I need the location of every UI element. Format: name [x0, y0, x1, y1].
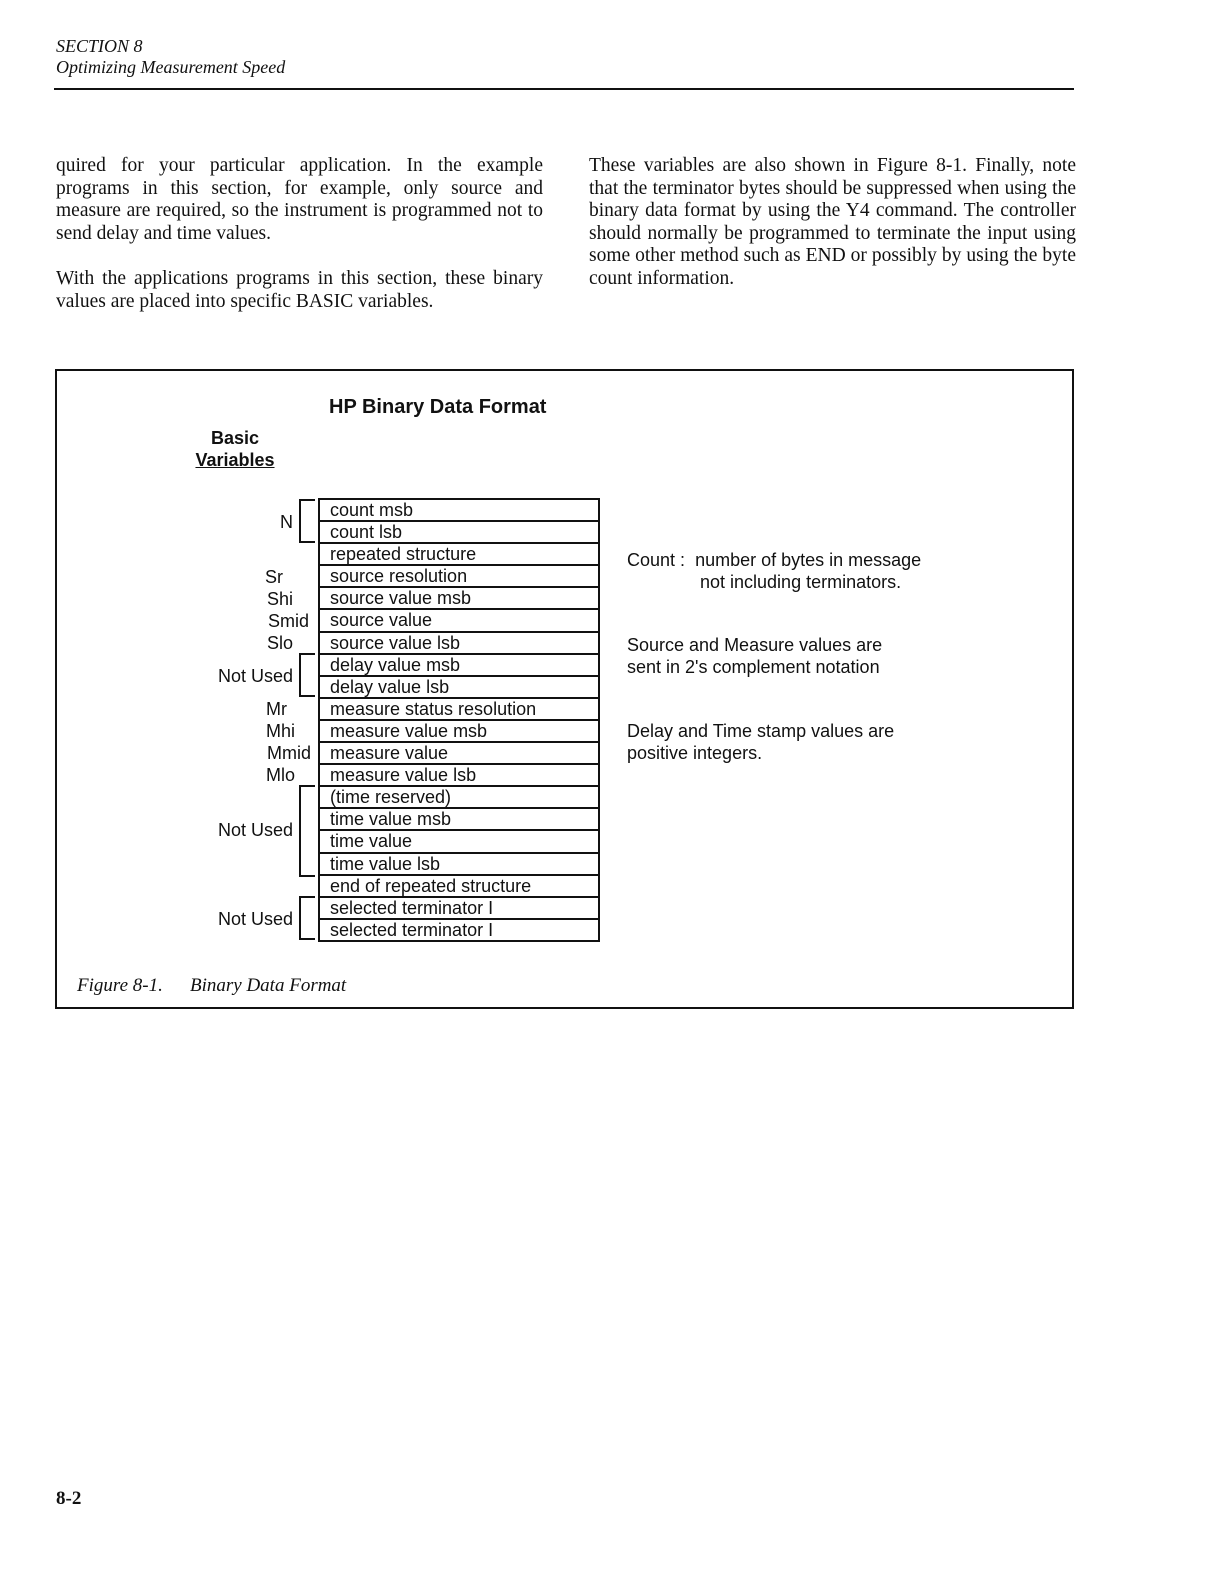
left-column [56, 155, 543, 337]
label-not-used-time: Not Used [217, 820, 293, 840]
note-count-line1 [627, 549, 921, 571]
table-row: source resolution [320, 566, 598, 588]
label-mr: Mr [266, 699, 287, 719]
table-row: time value lsb [320, 854, 598, 876]
note-count-text: number of bytes in message [695, 550, 922, 570]
page-number: 8-2 [56, 1488, 82, 1509]
note-sm-line2: sent in 2's complement notation [627, 657, 880, 677]
variables-heading [191, 427, 279, 471]
table-row: delay value msb [320, 655, 598, 677]
figure-title: HP Binary Data Format [329, 396, 547, 418]
table-row: measure value lsb [320, 765, 598, 787]
paragraph: quired for your particular application. In the example programs in this section, for example, only source and measure are required, so the instrument is programmed not to send delay and time values. [56, 155, 543, 244]
table-row: measure value msb [320, 721, 598, 743]
caption-title: Binary Data Format [190, 975, 347, 996]
note-dt-line2: positive integers. [627, 743, 763, 763]
label-sr: Sr [265, 567, 283, 587]
label-smid: Smid [267, 611, 309, 631]
paragraph: With the applications programs in this section, these binary values are placed into specific BASIC variables. [56, 268, 543, 312]
note-count-label: Count : [627, 550, 686, 570]
figure-binary-data-format [55, 369, 1074, 1009]
note-sm-line1: Source and Measure values are [627, 635, 883, 655]
label-not-used-term: Not Used [217, 909, 293, 929]
variables-heading-line2: Variables [195, 450, 275, 470]
table-row: (time reserved) [320, 787, 598, 809]
table-row: selected terminator I [320, 898, 598, 920]
table-row: measure status resolution [320, 699, 598, 721]
figure-caption [77, 975, 346, 997]
table-row: delay value lsb [320, 677, 598, 699]
paragraph: These variables are also shown in Figure 8-1. Finally, note that the terminator bytes should be suppressed when using the binary data format by using the Y4 command. The controller should normally be programmed to terminate the input using some other method such as END or possibly by using the byte count information. [589, 155, 1076, 289]
label-mlo: Mlo [265, 765, 295, 785]
table-row: repeated structure [320, 544, 598, 566]
note-dt-line1: Delay and Time stamp values are [627, 721, 895, 741]
table-row: selected terminator I [330, 919, 494, 940]
table-row: source value lsb [320, 633, 598, 655]
caption-number: Figure 8-1. [77, 975, 163, 996]
bracket-term [299, 896, 315, 940]
note-delay-time [627, 720, 894, 764]
label-shi: Shi [266, 589, 293, 609]
table-row: source value msb [320, 588, 598, 610]
bracket-delay [299, 653, 315, 697]
running-header [56, 36, 285, 78]
label-n: N [280, 512, 293, 532]
variables-heading-line1: Basic [210, 428, 260, 448]
note-source-measure [627, 634, 882, 678]
table-row: source value [320, 610, 598, 632]
table-row: time value [320, 831, 598, 853]
label-slo: Slo [266, 633, 293, 653]
table-row: count lsb [320, 522, 598, 544]
header-rule [54, 88, 1074, 90]
table-row: end of repeated structure [320, 876, 598, 898]
table-row: time value msb [320, 809, 598, 831]
label-not-used-delay: Not Used [217, 666, 293, 686]
section-subtitle: Optimizing Measurement Speed [56, 57, 286, 77]
note-count-line2: not including terminators. [700, 572, 902, 592]
label-mhi: Mhi [265, 721, 295, 741]
note-count [627, 549, 921, 593]
section-label: SECTION 8 [56, 36, 143, 56]
right-column [589, 155, 1076, 314]
bracket-time [299, 785, 315, 877]
table-row: count msb [320, 500, 598, 522]
byte-table [318, 498, 600, 942]
bracket-n [299, 499, 315, 543]
label-mmid: Mmid [267, 743, 311, 763]
table-row: measure value [320, 743, 598, 765]
